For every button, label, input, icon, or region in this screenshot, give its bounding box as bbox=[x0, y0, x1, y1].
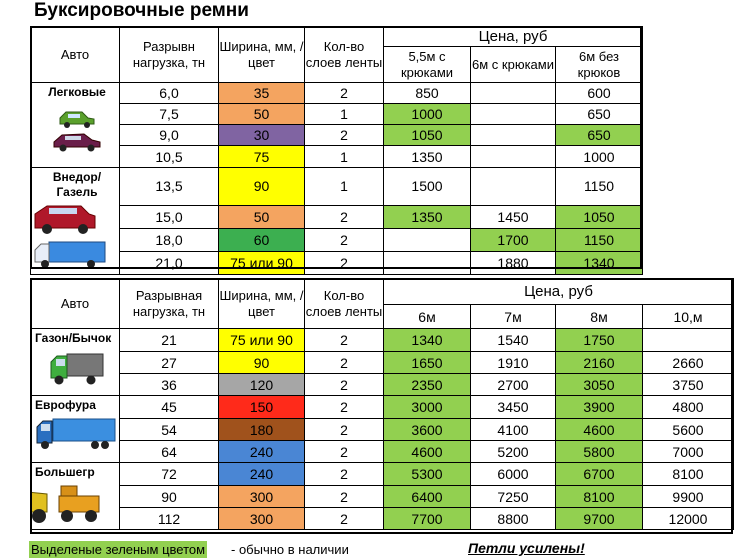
table-row bbox=[31, 396, 734, 419]
cell-load: 6,0 bbox=[120, 83, 219, 104]
cell-layers: 2 bbox=[305, 508, 384, 530]
cell-price-p3: 3900 bbox=[556, 396, 643, 419]
cell-price-p2 bbox=[471, 83, 556, 104]
vehicle-category bbox=[31, 329, 120, 396]
cell-load: 15,0 bbox=[120, 205, 219, 228]
header-width: Ширина, мм, / цвет bbox=[219, 279, 305, 329]
vehicle-category bbox=[31, 83, 120, 168]
table-row bbox=[31, 251, 643, 274]
cell-price-p2 bbox=[471, 104, 556, 125]
header-price-col2: 6м с крюками bbox=[471, 47, 556, 83]
cell-price-p2: 1880 bbox=[471, 251, 556, 274]
cell-price-p1: 1000 bbox=[384, 104, 471, 125]
cell-width: 75 bbox=[219, 146, 305, 168]
cell-load: 18,0 bbox=[120, 228, 219, 251]
cell-price-p1: 6400 bbox=[384, 486, 471, 508]
cell-price-p3: 600 bbox=[556, 83, 643, 104]
cell-price-p4: 4800 bbox=[643, 396, 734, 419]
cell-load: 45 bbox=[120, 396, 219, 419]
cell-price-p1: 1340 bbox=[384, 329, 471, 352]
cell-width: 150 bbox=[219, 396, 305, 419]
cell-price-p4: 5600 bbox=[643, 419, 734, 441]
table-row bbox=[31, 125, 643, 146]
cell-price-p2: 6000 bbox=[471, 463, 556, 486]
header-price-col3: 8м bbox=[556, 305, 643, 329]
cell-price-p1 bbox=[384, 251, 471, 274]
header-load: Разрывн нагрузка, тн bbox=[120, 27, 219, 83]
cell-price-p1: 2350 bbox=[384, 374, 471, 396]
cell-load: 90 bbox=[120, 486, 219, 508]
header-width: Ширина, мм, / цвет bbox=[219, 27, 305, 83]
table-row bbox=[31, 463, 734, 486]
cell-price-p1: 1500 bbox=[384, 168, 471, 206]
cell-price-p2: 5200 bbox=[471, 441, 556, 463]
cell-price-p2: 3450 bbox=[471, 396, 556, 419]
cell-width: 35 bbox=[219, 83, 305, 104]
cell-width: 180 bbox=[219, 419, 305, 441]
cell-layers: 2 bbox=[305, 374, 384, 396]
cell-price-p3: 5800 bbox=[556, 441, 643, 463]
header-price-col2: 7м bbox=[471, 305, 556, 329]
cell-price-p3: 1050 bbox=[556, 205, 643, 228]
cell-price-p4: 12000 bbox=[643, 508, 734, 530]
table-row bbox=[31, 419, 734, 441]
dumptruck-icon bbox=[35, 484, 119, 528]
cell-price-p2: 8800 bbox=[471, 508, 556, 530]
cell-layers: 1 bbox=[305, 168, 384, 206]
cell-price-p3: 8100 bbox=[556, 486, 643, 508]
cell-price-p1: 1650 bbox=[384, 352, 471, 374]
cell-price-p3: 1340 bbox=[556, 251, 643, 274]
cell-layers: 2 bbox=[305, 419, 384, 441]
cell-price-p2: 1540 bbox=[471, 329, 556, 352]
table-row bbox=[31, 486, 734, 508]
header-price: Цена, руб bbox=[384, 27, 643, 47]
table-row bbox=[31, 83, 643, 104]
cell-price-p2: 1450 bbox=[471, 205, 556, 228]
cell-width: 240 bbox=[219, 441, 305, 463]
cell-load: 64 bbox=[120, 441, 219, 463]
cell-layers: 1 bbox=[305, 146, 384, 168]
table-row bbox=[31, 441, 734, 463]
cell-price-p2: 1910 bbox=[471, 352, 556, 374]
cell-width: 300 bbox=[219, 486, 305, 508]
cell-price-p1: 1350 bbox=[384, 146, 471, 168]
eurotruck-icon bbox=[35, 417, 119, 453]
header-price: Цена, руб bbox=[384, 279, 734, 305]
cell-load: 13,5 bbox=[120, 168, 219, 206]
cell-layers: 2 bbox=[305, 441, 384, 463]
table-row bbox=[31, 329, 734, 352]
table-row bbox=[31, 508, 734, 530]
category-label: Газон/Бычок bbox=[35, 331, 112, 345]
cell-price-p2: 7250 bbox=[471, 486, 556, 508]
car-icon bbox=[35, 104, 119, 152]
cell-price-p1 bbox=[384, 228, 471, 251]
cell-price-p4: 9900 bbox=[643, 486, 734, 508]
cell-price-p3: 1000 bbox=[556, 146, 643, 168]
cell-width: 120 bbox=[219, 374, 305, 396]
table-light-vehicles bbox=[30, 26, 643, 275]
cell-layers: 1 bbox=[305, 104, 384, 125]
cell-price-p1: 1350 bbox=[384, 205, 471, 228]
cell-load: 54 bbox=[120, 419, 219, 441]
cell-width: 75 или 90 bbox=[219, 251, 305, 274]
cell-price-p3: 2160 bbox=[556, 352, 643, 374]
page-title: Буксировочные ремни bbox=[34, 0, 249, 21]
header-layers: Кол-во слоев ленты bbox=[305, 27, 384, 83]
loops-reinforced-note: Петли усилены! bbox=[468, 540, 585, 556]
table-row bbox=[31, 146, 643, 168]
cell-load: 72 bbox=[120, 463, 219, 486]
cell-price-p4: 2660 bbox=[643, 352, 734, 374]
cell-price-p3: 650 bbox=[556, 125, 643, 146]
cell-price-p3: 9700 bbox=[556, 508, 643, 530]
cell-load: 27 bbox=[120, 352, 219, 374]
cell-width: 60 bbox=[219, 228, 305, 251]
cell-price-p3: 1750 bbox=[556, 329, 643, 352]
table-row bbox=[31, 205, 643, 228]
cell-width: 240 bbox=[219, 463, 305, 486]
header-price-col4: 10,м bbox=[643, 305, 734, 329]
header-auto: Авто bbox=[31, 279, 120, 329]
table-row bbox=[31, 228, 643, 251]
cell-load: 21,0 bbox=[120, 251, 219, 274]
cell-price-p4: 8100 bbox=[643, 463, 734, 486]
header-price-col3: 6м без крюков bbox=[556, 47, 643, 83]
header-load: Разрывная нагрузка, тн bbox=[120, 279, 219, 329]
cell-width: 50 bbox=[219, 205, 305, 228]
cell-price-p3: 3050 bbox=[556, 374, 643, 396]
cell-price-p3: 4600 bbox=[556, 419, 643, 441]
table-row bbox=[31, 168, 643, 206]
cell-price-p1: 3600 bbox=[384, 419, 471, 441]
cell-price-p1: 4600 bbox=[384, 441, 471, 463]
cell-load: 10,5 bbox=[120, 146, 219, 168]
cell-width: 50 bbox=[219, 104, 305, 125]
vehicle-category bbox=[31, 168, 120, 275]
cell-load: 36 bbox=[120, 374, 219, 396]
cell-layers: 2 bbox=[305, 205, 384, 228]
table-row bbox=[31, 104, 643, 125]
cell-price-p1: 3000 bbox=[384, 396, 471, 419]
cell-price-p2: 4100 bbox=[471, 419, 556, 441]
cell-layers: 2 bbox=[305, 251, 384, 274]
cell-layers: 2 bbox=[305, 486, 384, 508]
table-row bbox=[31, 352, 734, 374]
cell-price-p3: 1150 bbox=[556, 168, 643, 206]
legend-green-note: Выделеные зеленым цветом bbox=[31, 542, 206, 557]
cell-price-p2: 1700 bbox=[471, 228, 556, 251]
cell-layers: 2 bbox=[305, 228, 384, 251]
cell-width: 75 или 90 bbox=[219, 329, 305, 352]
header-auto: Авто bbox=[31, 27, 120, 83]
cell-price-p3: 6700 bbox=[556, 463, 643, 486]
cell-price-p2: 2700 bbox=[471, 374, 556, 396]
cell-layers: 2 bbox=[305, 352, 384, 374]
cell-load: 7,5 bbox=[120, 104, 219, 125]
cell-layers: 2 bbox=[305, 83, 384, 104]
cell-price-p4: 7000 bbox=[643, 441, 734, 463]
cell-load: 112 bbox=[120, 508, 219, 530]
cell-layers: 2 bbox=[305, 396, 384, 419]
cell-price-p1: 850 bbox=[384, 83, 471, 104]
cell-layers: 2 bbox=[305, 125, 384, 146]
cell-price-p2 bbox=[471, 146, 556, 168]
category-label: Внедор/ Газель bbox=[52, 170, 102, 199]
cell-width: 30 bbox=[219, 125, 305, 146]
category-label: Большегр bbox=[35, 465, 95, 479]
cell-price-p1: 1050 bbox=[384, 125, 471, 146]
category-label: Еврофура bbox=[35, 398, 96, 412]
cell-price-p3: 1150 bbox=[556, 228, 643, 251]
category-label: Легковые bbox=[48, 85, 106, 99]
cell-load: 21 bbox=[120, 329, 219, 352]
legend-note-rest: - обычно в наличии bbox=[231, 542, 349, 557]
cell-price-p4: 3750 bbox=[643, 374, 734, 396]
table-row bbox=[31, 374, 734, 396]
header-price-col1: 5,5м с крюками bbox=[384, 47, 471, 83]
suv-icon bbox=[35, 204, 119, 274]
cell-price-p4 bbox=[643, 329, 734, 352]
vehicle-category bbox=[31, 463, 120, 530]
truck-icon bbox=[35, 350, 119, 390]
cell-price-p2 bbox=[471, 125, 556, 146]
cell-price-p1: 7700 bbox=[384, 508, 471, 530]
cell-load: 9,0 bbox=[120, 125, 219, 146]
cell-layers: 2 bbox=[305, 463, 384, 486]
vehicle-category bbox=[31, 396, 120, 463]
cell-width: 300 bbox=[219, 508, 305, 530]
cell-price-p2 bbox=[471, 168, 556, 206]
cell-price-p3: 650 bbox=[556, 104, 643, 125]
table-heavy-vehicles bbox=[30, 278, 734, 530]
cell-width: 90 bbox=[219, 168, 305, 206]
cell-width: 90 bbox=[219, 352, 305, 374]
cell-layers: 2 bbox=[305, 329, 384, 352]
header-price-col1: 6м bbox=[384, 305, 471, 329]
cell-price-p1: 5300 bbox=[384, 463, 471, 486]
header-layers: Кол-во слоев ленты bbox=[305, 279, 384, 329]
